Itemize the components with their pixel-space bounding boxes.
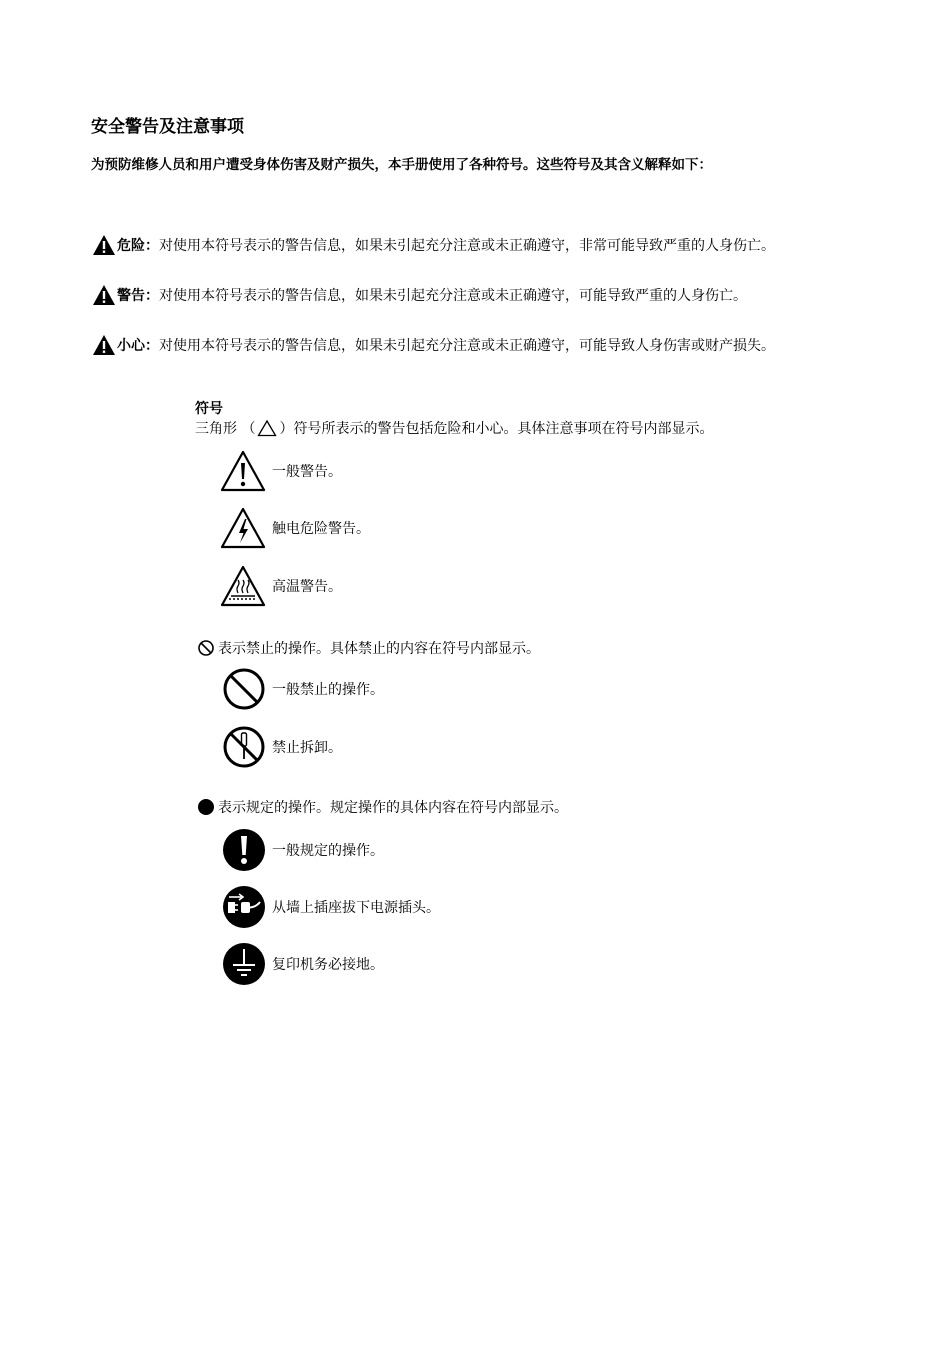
- notice-label: 小心：: [117, 338, 159, 354]
- warning-triangle-icon: [92, 284, 116, 306]
- electric-shock-warning-icon: [220, 506, 266, 550]
- triangle-description: [195, 418, 713, 438]
- symbol-text: 从墙上插座拔下电源插头。: [272, 900, 440, 916]
- danger-notice: [92, 234, 775, 256]
- warning-notice: [92, 284, 747, 306]
- symbols-heading: 符号: [195, 401, 223, 417]
- triangle-outline-icon: [257, 419, 277, 437]
- caution-notice: [92, 334, 775, 356]
- symbol-row-electric-shock: [220, 506, 370, 550]
- symbol-row-no-disassembly: [220, 725, 342, 769]
- warning-triangle-icon: [92, 234, 116, 256]
- notice-text: 对使用本符号表示的警告信息，如果未引起充分注意或未正确遵守，非常可能导致严重的人身伤亡。: [159, 238, 775, 254]
- symbol-text: 复印机务必接地。: [272, 957, 384, 973]
- page-title: 安全警告及注意事项: [91, 117, 244, 137]
- prohibit-desc-text: 表示禁止的操作。具体禁止的内容在符号内部显示。: [218, 641, 540, 657]
- notice-label: 警告：: [117, 288, 159, 304]
- intro-text: 为预防维修人员和用户遭受身体伤害及财产损失，本手册使用了各种符号。这些符号及其含义解释如下：: [91, 157, 712, 173]
- general-prohibition-icon: [220, 667, 266, 711]
- symbol-text: 触电危险警告。: [272, 521, 370, 537]
- symbol-row-general-warning: [220, 449, 342, 493]
- notice-text: 对使用本符号表示的警告信息，如果未引起充分注意或未正确遵守，可能导致人身伤害或财产损失。: [159, 338, 775, 354]
- filled-circle-small-icon: [197, 798, 215, 816]
- symbol-text: 禁止拆卸。: [272, 740, 342, 756]
- unplug-icon: [220, 885, 266, 929]
- mandatory-desc-text: 表示规定的操作。规定操作的具体内容在符号内部显示。: [218, 800, 568, 816]
- symbol-text: 一般警告。: [272, 464, 342, 480]
- warning-triangle-icon: [92, 334, 116, 356]
- triangle-desc-after: ）符号所表示的警告包括危险和小心。具体注意事项在符号内部显示。: [279, 421, 714, 437]
- ground-icon: [220, 942, 266, 986]
- general-warning-icon: [220, 449, 266, 493]
- notice-label: 危险：: [117, 238, 159, 254]
- no-disassembly-icon: [220, 725, 266, 769]
- triangle-desc-before: 三角形 （: [195, 421, 256, 437]
- notice-text: 对使用本符号表示的警告信息，如果未引起充分注意或未正确遵守，可能导致严重的人身伤亡。: [159, 288, 747, 304]
- symbol-text: 一般禁止的操作。: [272, 682, 384, 698]
- symbol-text: 一般规定的操作。: [272, 843, 384, 859]
- prohibition-small-icon: [197, 639, 215, 657]
- prohibit-description: [197, 638, 540, 658]
- symbol-row-ground: [220, 942, 384, 986]
- symbol-row-high-temperature: [220, 564, 342, 608]
- high-temperature-warning-icon: [220, 564, 266, 608]
- symbol-row-general-mandatory: [220, 828, 384, 872]
- general-mandatory-icon: [220, 828, 266, 872]
- symbol-row-unplug: [220, 885, 440, 929]
- mandatory-description: [197, 797, 568, 817]
- symbol-text: 高温警告。: [272, 579, 342, 595]
- symbol-row-general-prohibition: [220, 667, 384, 711]
